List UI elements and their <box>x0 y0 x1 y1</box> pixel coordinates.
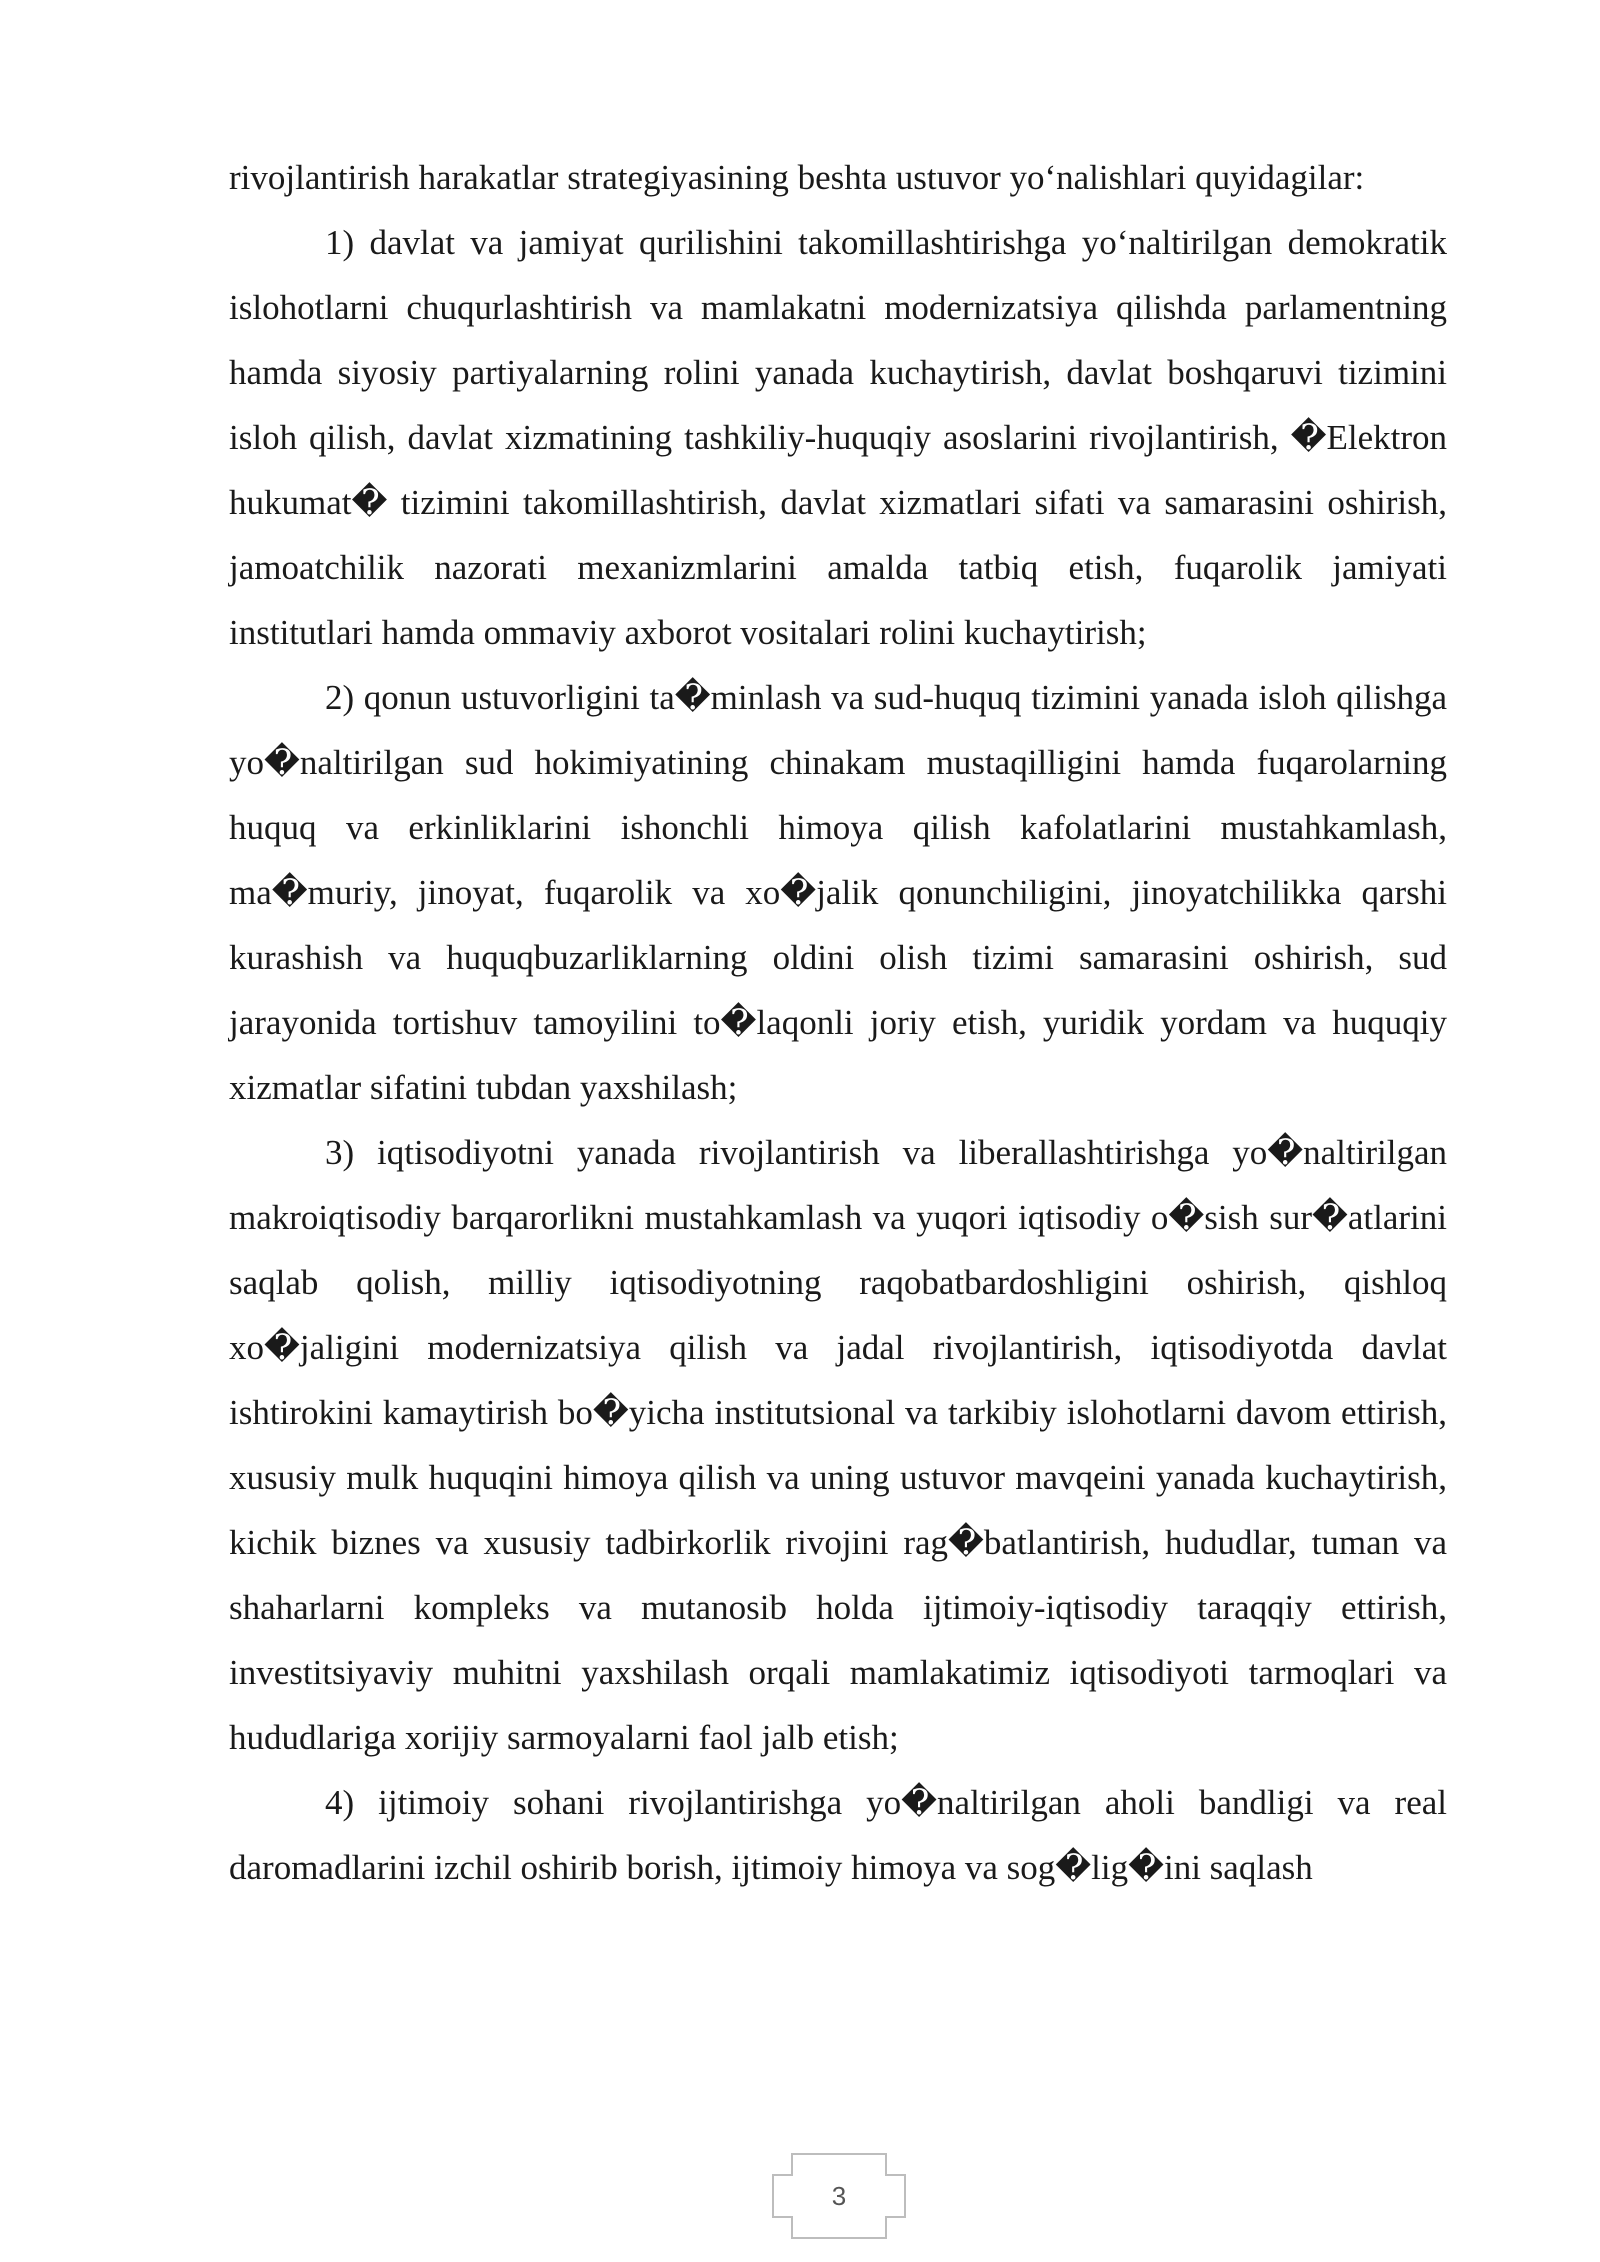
paragraph-item-3: 3) iqtisodiyotni yanada rivojlantirish va liberallashtirishga yo�naltirilgan makroiqtisodiy barqarorlikni mustahkamlash va yuqori iqtisodiy o�sish sur�atlarini saqlab qolish, milliy iqtisodiyotning raqobatbardoshligini oshirish, qishloq xo�jaligini modernizatsiya qilish va jadal rivojlantirish, iqtisodiyotda davlat ishtirokini kamaytirish bo�yicha institutsional va tarkibiy islohotlarni davom ettirish, xususiy mulk huquqini himoya qilish va uning ustuvor mavqeini yanada kuchaytirish, kichik biznes va xususiy tadbirkorlik rivojini rag�batlantirish, hududlar, tuman va shaharlarni kompleks va mutanosib holda ijtimoiy-iqtisodiy taraqqiy ettirish, investitsiyaviy muhitni yaxshilash orqali mamlakatimiz iqtisodiyoti tarmoqlari va hududlariga xorijiy sarmoyalarni faol jalb etish; <box>229 1133 1447 1757</box>
paragraph-item-4: 4) ijtimoiy sohani rivojlantirishga yo�naltirilgan aholi bandligi va real daromadlarini izchil oshirib borish, ijtimoiy himoya va sog�lig�ini saqlash <box>229 1783 1447 1887</box>
page-number-frame <box>772 2153 906 2239</box>
page-number: 3 <box>831 2181 847 2211</box>
body-text <box>229 145 1447 1900</box>
paragraph-item-2: 2) qonun ustuvorligini ta�minlash va sud-huquq tizimini yanada isloh qilishga yo�naltirilgan sud hokimiyatining chinakam mustaqilligini hamda fuqarolarning huquq va erkinliklarini ishonchli himoya qilish kafolatlarini mustahkamlash, ma�muriy, jinoyat, fuqarolik va xo�jalik qonunchiligini, jinoyatchilikka qarshi kurashish va huquqbuzarliklarning oldini olish tizimi samarasini oshirish, sud jarayonida tortishuv tamoyilini to�laqonli joriy etish, yuridik yordam va huquqiy xizmatlar sifatini tubdan yaxshilash; <box>229 678 1447 1107</box>
paragraph-intro: rivojlantirish harakatlar strategiyasining beshta ustuvor yo‘nalishlari quyidagilar: <box>229 158 1365 197</box>
paragraph-item-1: 1) davlat va jamiyat qurilishini takomillashtirishga yo‘naltirilgan demokratik islohotlarni chuqurlashtirish va mamlakatni modernizatsiya qilishda parlamentning hamda siyosiy partiyalarning rolini yanada kuchaytirish, davlat boshqaruvi tizimini isloh qilish, davlat xizmatining tashkiliy-huquqiy asoslarini rivojlantirish, �Elektron hukumat� tizimini takomillashtirish, davlat xizmatlari sifati va samarasini oshirish, jamoatchilik nazorati mexanizmlarini amalda tatbiq etish, fuqarolik jamiyati institutlari hamda ommaviy axborot vositalari rolini kuchaytirish; <box>229 223 1447 652</box>
